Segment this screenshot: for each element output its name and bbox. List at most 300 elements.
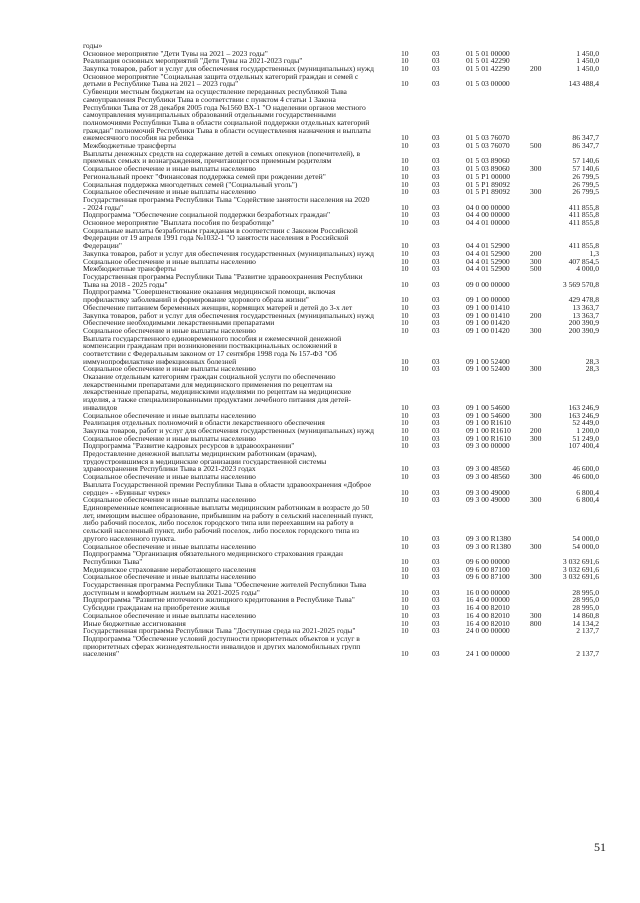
section-code: 10: [401, 541, 409, 551]
budget-row: [83, 481, 603, 496]
row-description-line: Федерации от 19 апреля 1991 года №1032-1 "О занятости населения в Российской: [83, 234, 349, 243]
section-code: 10: [401, 248, 409, 258]
target-article-code: 01 5 03 89060: [466, 156, 510, 166]
amount: 86 347,7: [572, 141, 599, 151]
row-description-line: Субсидии гражданам на приобретение жилья: [83, 604, 230, 612]
section-code: 10: [401, 595, 409, 605]
row-description-line: лекарственные препараты, медицинскими изделиями по рецептам на медицинские: [83, 388, 352, 397]
subsection-code: 03: [432, 495, 440, 505]
section-code: 10: [401, 48, 409, 58]
target-article-code: 16 4 00 82010: [466, 610, 510, 620]
target-article-code: 09 1 00 00000: [466, 295, 510, 305]
amount: 51 249,0: [572, 433, 599, 443]
subsection-code: 03: [432, 572, 440, 582]
row-description-line: Социальное обеспечение и иные выплаты населению: [83, 257, 256, 266]
row-description-line: Социальные выплаты безработным гражданам в соответствии с Законом Российской: [83, 226, 358, 235]
target-article-code: 04 4 00 00000: [466, 210, 510, 220]
subsection-code: 03: [432, 426, 440, 435]
target-article-code: 24 1 00 00000: [466, 649, 510, 659]
row-description-line: Закупка товаров, работ и услуг для обеспечения государственных (муниципальных) нужд: [83, 311, 374, 320]
amount: 6 800,4: [576, 495, 599, 505]
amount: 46 600,0: [572, 464, 599, 474]
subsection-code: 03: [432, 64, 440, 74]
section-code: 10: [401, 141, 409, 151]
row-description-line: сердце» - «Буянныг чурек»: [83, 488, 171, 497]
budget-row: [83, 373, 603, 412]
row-description-line: Социальное обеспечение и иные выплаты населению: [83, 326, 256, 335]
section-code: 10: [401, 302, 409, 312]
section-code: 10: [401, 256, 409, 266]
row-description-line: Социальное обеспечение и иные выплаты населению: [83, 542, 256, 551]
section-code: 10: [401, 56, 409, 66]
row-description-line: граждан" полномочий Республики Тыва в области осуществления назначения и выплаты: [83, 126, 371, 135]
amount: 14 860,8: [572, 610, 599, 620]
expense-type-code: 300: [530, 433, 542, 443]
amount: 1 450,0: [576, 64, 599, 74]
amount: 3 032 691,6: [562, 572, 599, 582]
target-article-code: 16 4 00 00000: [466, 595, 510, 605]
budget-row: [83, 543, 603, 551]
target-article-code: 09 1 00 54600: [466, 410, 510, 420]
section-code: 10: [401, 241, 409, 251]
subsection-code: 03: [432, 433, 440, 443]
section-code: 10: [401, 418, 409, 428]
amount: 200 390,9: [568, 325, 599, 335]
expense-type-code: 300: [530, 364, 542, 374]
target-article-code: 09 1 00 54600: [466, 402, 510, 412]
budget-row: [83, 188, 603, 196]
budget-row: [83, 50, 603, 58]
section-code: 10: [401, 218, 409, 228]
subsection-code: 03: [432, 325, 440, 335]
budget-row: [83, 442, 603, 450]
row-description-line: Подпрограмма "Обеспечение условий доступности приоритетных объектов и услуг в: [83, 634, 360, 643]
section-code: 10: [401, 587, 409, 597]
budget-row: [83, 620, 603, 628]
amount: 429 478,8: [568, 295, 599, 305]
subsection-code: 03: [432, 133, 440, 143]
row-description-line: Социальное обеспечение и иные выплаты населению: [83, 473, 256, 481]
row-description-line: Обеспечение необходимыми лекарственными препаратами: [83, 319, 275, 327]
row-description-line: Реализация основных мероприятий "Дети Тувы на 2021-2023 годы": [83, 57, 303, 66]
row-description-line: Федерации": [83, 242, 122, 250]
section-code: 10: [401, 64, 409, 74]
row-description-line: Подпрограмма "Развитие ипотечного жилищного кредитования в Республике Тыва": [83, 596, 355, 605]
budget-row: [83, 304, 603, 312]
expense-type-code: 300: [530, 164, 542, 174]
target-article-code: 16 4 00 82010: [466, 618, 510, 628]
row-description-line: - 2024 годы": [83, 203, 124, 212]
row-description-line: Подпрограмма "Совершенствование оказания медицинской помощи, включая: [83, 288, 336, 297]
amount: 26 799,5: [572, 187, 599, 197]
budget-row: [83, 550, 603, 565]
section-code: 10: [401, 210, 409, 220]
subsection-code: 03: [432, 264, 440, 274]
budget-row: [83, 73, 603, 88]
subsection-code: 03: [432, 595, 440, 605]
section-code: 10: [401, 649, 409, 659]
budget-row: [83, 596, 603, 604]
target-article-code: 16 0 00 00000: [466, 587, 510, 597]
subsection-code: 03: [432, 156, 440, 166]
target-article-code: 09 1 00 01410: [466, 310, 510, 320]
budget-row: [83, 150, 603, 165]
subsection-code: 03: [432, 603, 440, 613]
row-description-line: Подпрограмма "Развитие кадровых ресурсов в здравоохранении": [83, 442, 295, 451]
amount: 200 390,9: [568, 318, 599, 328]
row-description-line: Закупка товаров, работ и услуг для обеспечения государственных (муниципальных) нужд: [83, 427, 374, 435]
budget-row: [83, 57, 603, 65]
expense-type-code: 300: [530, 541, 542, 551]
row-description-line: Оказание отдельным категориям граждан социальной услуги по обеспечению: [83, 373, 336, 381]
subsection-code: 03: [432, 441, 440, 451]
row-description-line: компенсации гражданам при возникновении поствакцинальных осложнений в: [83, 342, 338, 350]
budget-row: [83, 227, 603, 250]
row-description-line: ежемесячного пособия на ребенка: [83, 134, 194, 143]
amount: 411 855,8: [568, 218, 599, 228]
target-article-code: 09 3 00 49000: [466, 487, 510, 497]
target-article-code: 01 5 P1 89092: [466, 187, 511, 197]
section-code: 10: [401, 202, 409, 212]
budget-row: [83, 496, 603, 504]
subsection-code: 03: [432, 241, 440, 251]
expense-type-code: 200: [530, 426, 542, 435]
amount: 57 140,6: [572, 164, 599, 174]
amount: 14 134,2: [572, 618, 599, 628]
amount: 411 855,8: [568, 210, 599, 220]
section-code: 10: [401, 610, 409, 620]
section-code: 10: [401, 533, 409, 543]
row-description-line: сельский населенный пункт, либо рабочий поселок, либо поселок городского типа из: [83, 527, 359, 535]
row-description-line: изделия, а также специализированными продуктами лечебного питания для детей-: [83, 396, 351, 404]
amount: 28,3: [585, 356, 599, 366]
section-code: 10: [401, 164, 409, 174]
section-code: 10: [401, 279, 409, 289]
target-article-code: 01 5 P1 00000: [466, 171, 511, 181]
subsection-code: 03: [432, 256, 440, 266]
budget-row: [83, 504, 603, 543]
target-article-code: 01 5 03 76070: [466, 141, 510, 151]
row-description-line: Медицинское страхование неработающего населения: [83, 565, 256, 574]
budget-row: [83, 196, 603, 211]
subsection-code: 03: [432, 310, 440, 320]
budget-row: [83, 173, 603, 181]
amount: 26 799,5: [572, 171, 599, 181]
row-description-line: Государственная программа Республики Тыва "Содействие занятости населения на 2020: [83, 196, 370, 204]
budget-row: [83, 327, 603, 335]
row-description-line: самоуправления муниципальных образований отдельными государственными: [83, 111, 336, 119]
row-description-line: либо рабочий поселок, либо поселок городского типа или переехавшим на работу в: [83, 519, 354, 528]
subsection-code: 03: [432, 610, 440, 620]
subsection-code: 03: [432, 472, 440, 482]
amount: 28 995,0: [572, 603, 599, 613]
row-description-line: доступным и комфортным жильем на 2021-2025 годы": [83, 588, 260, 597]
section-code: 10: [401, 426, 409, 435]
row-description-line: профилактику заболеваний и формирование здорового образа жизни": [83, 296, 309, 304]
subsection-code: 03: [432, 533, 440, 543]
row-description-line: Межбюджетные трансферты: [83, 265, 176, 273]
target-article-code: 01 5 P1 89092: [466, 179, 511, 189]
target-article-code: 09 3 00 00000: [466, 441, 510, 451]
target-article-code: 09 1 00 52400: [466, 364, 510, 374]
row-description-line: Тыва на 2018 - 2025 годы": [83, 280, 168, 289]
row-description-line: Республики Тыва от 28 декабря 2005 года №1560 ВХ-1 "О наделении органов местного: [83, 103, 366, 112]
section-code: 10: [401, 495, 409, 505]
row-description-line: Республики Тыва": [83, 557, 143, 566]
row-description-line: Социальное обеспечение и иные выплаты населению: [83, 573, 256, 581]
subsection-code: 03: [432, 295, 440, 305]
row-description-line: Социальная поддержка многодетных семей ("Социальный уголь"): [83, 180, 298, 189]
section-code: 10: [401, 402, 409, 412]
row-description-line: Закупка товаров, работ и услуг для обеспечения государственных (муниципальных) нужд: [83, 249, 374, 258]
row-description-line: Государственная программа Республики Тыва "Обеспечение жителей Республики Тыва: [83, 581, 367, 589]
section-code: 10: [401, 364, 409, 374]
amount: 1 450,0: [576, 56, 599, 66]
budget-row: [83, 566, 603, 574]
row-description-line: Выплаты денежных средств на содержание детей в семьях опекунов (попечителей), в: [83, 149, 361, 158]
target-article-code: 09 3 00 48560: [466, 464, 510, 474]
row-description-line: Основное мероприятие "Социальная защита отдельных категорий граждан и семей с: [83, 72, 359, 81]
section-code: 10: [401, 187, 409, 197]
target-article-code: 09 6 00 87100: [466, 564, 510, 574]
row-description-line: Региональный проект "Финансовая поддержка семей при рождении детей": [83, 172, 326, 181]
row-description-line: Социальное обеспечение и иные выплаты населению: [83, 165, 256, 173]
amount: 411 855,8: [568, 202, 599, 212]
subsection-code: 03: [432, 141, 440, 151]
budget-row: [83, 211, 603, 219]
budget-row: [83, 581, 603, 596]
target-article-code: 09 3 00 R1380: [466, 541, 511, 551]
amount: 3 032 691,6: [562, 556, 599, 566]
amount: 52 449,0: [572, 418, 599, 428]
subsection-code: 03: [432, 48, 440, 58]
budget-row: [83, 250, 603, 258]
amount: 86 347,7: [572, 133, 599, 143]
amount: 407 854,5: [568, 256, 599, 266]
budget-row: [83, 412, 603, 420]
target-article-code: 09 1 00 01420: [466, 318, 510, 328]
row-description-line: Межбюджетные трансферты: [83, 142, 176, 150]
target-article-code: 01 5 01 42290: [466, 56, 510, 66]
row-description-line: приоритетных сферах жизнедеятельности инвалидов и других маломобильных групп: [83, 642, 361, 651]
subsection-code: 03: [432, 618, 440, 628]
row-description-line: Основное мероприятие "Дети Тувы на 2021 – 2023 годы": [83, 49, 268, 58]
row-description-line: Подпрограмма "Обеспечение социальной поддержки безработных граждан": [83, 211, 331, 220]
row-description-line: Субвенции местным бюджетам на осуществление переданных республикой Тыва: [83, 88, 347, 96]
section-code: 10: [401, 356, 409, 366]
section-code: 10: [401, 171, 409, 181]
section-code: 10: [401, 472, 409, 482]
section-code: 10: [401, 410, 409, 420]
subsection-code: 03: [432, 179, 440, 189]
section-code: 10: [401, 464, 409, 474]
amount: 2 137,7: [576, 626, 599, 636]
subsection-code: 03: [432, 318, 440, 328]
row-description-line: лет, имеющим высшее образование, прибывшим на работу в сельский населенный пункт,: [83, 511, 374, 520]
subsection-code: 03: [432, 279, 440, 289]
amount: 1 450,0: [576, 48, 599, 58]
section-code: 10: [401, 441, 409, 451]
row-description-line: Закупка товаров, работ и услуг для обеспечения государственных (муниципальных) нужд: [83, 65, 374, 73]
subsection-code: 03: [432, 649, 440, 659]
section-code: 10: [401, 564, 409, 574]
expense-type-code: 200: [530, 248, 542, 258]
expense-type-code: 800: [530, 618, 542, 628]
budget-row: [83, 312, 603, 320]
row-description-line: Социальное обеспечение и иные выплаты населению: [83, 434, 256, 443]
section-code: 10: [401, 133, 409, 143]
budget-row: [83, 627, 603, 635]
section-code: 10: [401, 318, 409, 328]
amount: 28,3: [585, 364, 599, 374]
page-number: 51: [594, 840, 606, 854]
subsection-code: 03: [432, 248, 440, 258]
section-code: 10: [401, 572, 409, 582]
target-article-code: 01 5 01 42290: [466, 64, 510, 74]
row-description-line: приемных семьях и вознаграждения, причитающегося приемным родителям: [83, 157, 332, 166]
section-code: 10: [401, 325, 409, 335]
target-article-code: 09 1 00 01420: [466, 325, 510, 335]
subsection-code: 03: [432, 564, 440, 574]
row-description-line: Предоставление денежной выплаты медицинским работникам (врачам),: [83, 450, 317, 458]
subsection-code: 03: [432, 210, 440, 220]
target-article-code: 09 6 00 87100: [466, 572, 510, 582]
subsection-code: 03: [432, 56, 440, 66]
amount: 13 363,7: [572, 302, 599, 312]
amount: 57 140,6: [572, 156, 599, 166]
expense-type-code: 300: [530, 572, 542, 582]
subsection-code: 03: [432, 302, 440, 312]
amount: 28 995,0: [572, 595, 599, 605]
amount: 2 137,7: [576, 649, 599, 659]
target-article-code: 09 1 00 01410: [466, 302, 510, 312]
expense-type-code: 300: [530, 472, 542, 482]
subsection-code: 03: [432, 187, 440, 197]
row-description-line: Государственная программа Республики Тыва "Развитие здравоохранения Республики: [83, 273, 363, 281]
subsection-code: 03: [432, 541, 440, 551]
target-article-code: 04 0 00 00000: [466, 202, 510, 212]
row-description-line: лекарственными препаратами для медицинского применения по рецептам на: [83, 380, 333, 389]
row-description-line: Иные бюджетные ассигнования: [83, 619, 186, 628]
row-description-line: Социальное обеспечение и иные выплаты населению: [83, 411, 256, 420]
amount: 1 200,0: [576, 426, 599, 435]
target-article-code: 04 4 01 52900: [466, 256, 510, 266]
budget-row: [83, 42, 603, 50]
target-article-code: 09 0 00 00000: [466, 279, 510, 289]
subsection-code: 03: [432, 402, 440, 412]
expense-type-code: 300: [530, 325, 542, 335]
expense-type-code: 300: [530, 410, 542, 420]
subsection-code: 03: [432, 79, 440, 89]
budget-row: [83, 319, 603, 327]
target-article-code: 09 1 00 R1610: [466, 426, 511, 435]
target-article-code: 24 0 00 00000: [466, 626, 510, 636]
amount: 163 246,9: [568, 402, 599, 412]
budget-row: [83, 165, 603, 173]
row-description-line: населения": [83, 650, 120, 658]
budget-row: [83, 365, 603, 373]
subsection-code: 03: [432, 418, 440, 428]
budget-row: [83, 604, 603, 612]
subsection-code: 03: [432, 626, 440, 636]
target-article-code: 09 1 00 52400: [466, 356, 510, 366]
amount: 13 363,7: [572, 310, 599, 320]
subsection-code: 03: [432, 171, 440, 181]
row-description-line: Социальное обеспечение и иные выплаты населению: [83, 365, 256, 374]
row-description-line: трудоустроившимся в медицинские организации государственной системы: [83, 457, 327, 466]
target-article-code: 04 4 01 52900: [466, 264, 510, 274]
target-article-code: 04 4 01 52900: [466, 241, 510, 251]
amount: 4 000,0: [576, 264, 599, 274]
target-article-code: 01 5 03 00000: [466, 79, 510, 89]
section-code: 10: [401, 79, 409, 89]
subsection-code: 03: [432, 464, 440, 474]
row-description-line: Выплата Государственной премии Республики Тыва в области здравоохранения «Доброе: [83, 480, 372, 489]
amount: 54 000,0: [572, 533, 599, 543]
section-code: 10: [401, 626, 409, 636]
amount: 54 000,0: [572, 541, 599, 551]
target-article-code: 01 5 01 00000: [466, 48, 510, 58]
budget-row: [83, 335, 603, 366]
row-description-line: детьми в Республике Тыва на 2021 – 2023 годы": [83, 80, 239, 89]
budget-row: [83, 265, 603, 273]
amount: 26 799,5: [572, 179, 599, 189]
target-article-code: 09 6 00 00000: [466, 556, 510, 566]
row-description-line: Социальное обеспечение и иные выплаты населению: [83, 496, 256, 504]
amount: 6 800,4: [576, 487, 599, 497]
budget-row: [83, 473, 603, 481]
section-code: 10: [401, 603, 409, 613]
target-article-code: 04 4 01 00000: [466, 218, 510, 228]
section-code: 10: [401, 156, 409, 166]
expense-type-code: 300: [530, 256, 542, 266]
expense-type-code: 200: [530, 64, 542, 74]
section-code: 10: [401, 310, 409, 320]
section-code: 10: [401, 556, 409, 566]
target-article-code: 16 4 00 82010: [466, 603, 510, 613]
subsection-code: 03: [432, 364, 440, 374]
subsection-code: 03: [432, 202, 440, 212]
budget-row: [83, 273, 603, 288]
amount: 163 246,9: [568, 410, 599, 420]
section-code: 10: [401, 179, 409, 189]
subsection-code: 03: [432, 487, 440, 497]
target-article-code: 09 1 00 R1610: [466, 433, 511, 443]
row-description-line: Единовременные компенсационные выплаты медицинским работникам в возрасте до 50: [83, 504, 370, 512]
target-article-code: 09 3 00 49000: [466, 495, 510, 505]
budget-row: [83, 450, 603, 473]
row-description-line: Государственная программа Республики Тыва "Доступная среда на 2021-2025 годы": [83, 627, 356, 635]
expense-type-code: 500: [530, 264, 542, 274]
budget-row: [83, 219, 603, 227]
budget-row: [83, 288, 603, 303]
amount: 143 488,4: [568, 79, 599, 89]
target-article-code: 01 5 03 76070: [466, 133, 510, 143]
section-code: 10: [401, 295, 409, 305]
row-description-line: Выплата государственного единовременного пособия и ежемесячной денежной: [83, 334, 342, 343]
amount: 411 855,8: [568, 241, 599, 251]
section-code: 10: [401, 487, 409, 497]
row-description-line: другого населенного пункта.: [83, 534, 176, 543]
budget-row: [83, 65, 603, 73]
row-description-line: здравоохранения Республики Тыва в 2021-2023 годах: [83, 465, 256, 474]
budget-row: [83, 88, 603, 142]
amount: 46 600,0: [572, 472, 599, 482]
amount: 3 569 570,8: [562, 279, 599, 289]
row-description-line: Социальное обеспечение и иные выплаты населению: [83, 611, 256, 620]
subsection-code: 03: [432, 587, 440, 597]
amount: 1,3: [589, 248, 599, 258]
